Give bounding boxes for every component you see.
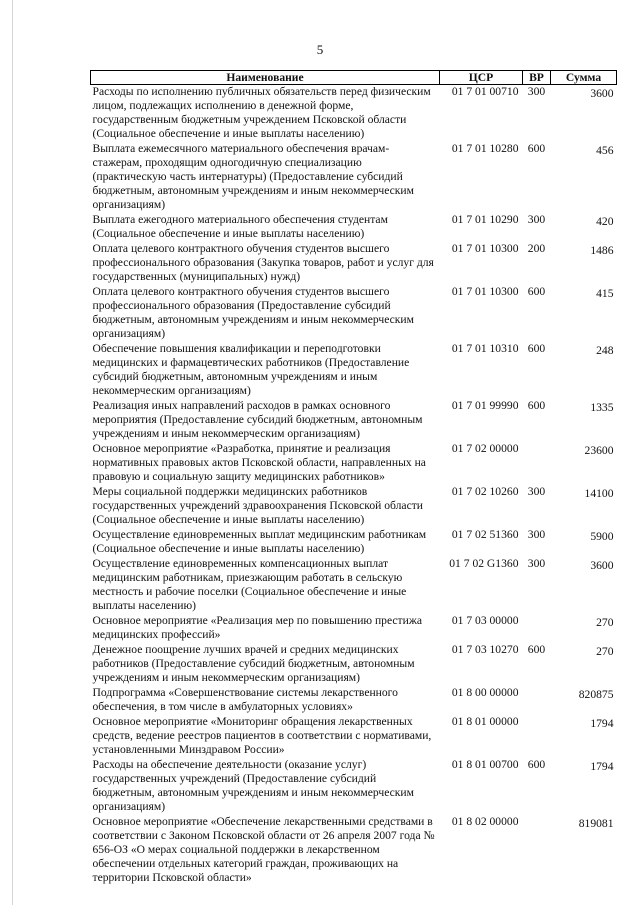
row-csr: 01 8 02 00000 (451, 815, 519, 828)
row-name: Обеспечение повышения квалификации и переподготовки медицинских и фармацевтических работников (Предоставление субсидий бюджетным, автономным учреждениям и иным некоммерческим организациям) (92, 342, 410, 397)
row-sum: 820875 (578, 688, 614, 701)
row-name: Денежное поощрение лучших врачей и средних медицинских работников (Предоставление субсидий бюджетным, автономным учреждениям и иным некоммерческим организациям) (92, 643, 415, 684)
row-sum: 3600 (590, 559, 614, 572)
row-csr: 01 7 03 00000 (451, 614, 519, 627)
row-name: Расходы по исполнению публичных обязательств перед физическим лицом, подлежащих исполнению в денежной форме, государственным бюджетным учреждением Псковской области (Социальное обеспечение и иные выплаты населению) (92, 85, 431, 140)
row-csr: 01 7 02 10260 (451, 485, 519, 498)
table-row (91, 442, 617, 485)
row-csr: 01 7 01 99990 (451, 399, 519, 412)
row-csr: 01 7 03 10270 (451, 643, 519, 656)
row-vr (523, 442, 551, 485)
row-csr: 01 7 02 00000 (451, 442, 519, 455)
table-row (91, 142, 617, 213)
row-csr: 01 7 02 51360 (451, 528, 519, 541)
row-csr: 01 8 01 00700 (451, 758, 519, 771)
table-row (91, 399, 617, 442)
budget-table (90, 70, 617, 886)
row-vr: 600 (527, 758, 546, 771)
table-row (91, 815, 617, 886)
row-name: Осуществление единовременных выплат медицинским работникам (Социальное обеспечение и иные выплаты населению) (92, 528, 427, 555)
row-sum: 819081 (578, 817, 614, 830)
row-csr: 01 7 01 00710 (451, 85, 519, 98)
row-name: Оплата целевого контрактного обучения студентов высшего профессионального образования (Закупка товаров, работ и услуг для государственных (муниципальных) нужд) (92, 242, 434, 283)
row-sum: 248 (596, 344, 614, 357)
row-csr: 01 7 01 10290 (451, 213, 519, 226)
row-vr (523, 715, 551, 758)
header-name: Наименование (91, 71, 440, 85)
row-vr: 600 (527, 643, 546, 656)
table-header-row (91, 71, 617, 85)
row-name: Основное мероприятие «Реализация мер по повышению престижа медицинских профессий» (92, 614, 422, 641)
row-sum: 456 (596, 144, 614, 157)
row-vr: 300 (527, 213, 546, 226)
row-name: Выплата ежегодного материального обеспечения студентам (Социальное обеспечение и иные выплаты населению) (92, 213, 388, 240)
row-csr: 01 7 02 G1360 (449, 557, 519, 570)
row-vr (523, 614, 551, 643)
table-row (91, 686, 617, 715)
table-row (91, 614, 617, 643)
table-row (91, 557, 617, 614)
row-vr: 300 (527, 528, 546, 541)
row-name: Подпрограмма «Совершенствование системы лекарственного обеспечения, в том числе в амбулаторных условиях» (92, 686, 398, 713)
table-row (91, 242, 617, 285)
row-sum: 420 (596, 215, 614, 228)
header-csr: ЦСР (440, 71, 523, 85)
row-name: Основное мероприятие «Обеспечение лекарственными средствами в соответствии с Законом Псковской области от 26 апреля 2007 года № 656-ОЗ «О мерах социальной поддержки в лекарственном обеспечении отдельных категорий граждан, проживающих на территории Псковской области» (92, 815, 435, 884)
table-row (91, 528, 617, 557)
row-vr: 200 (527, 242, 546, 255)
row-name: Основное мероприятие «Мониторинг обращения лекарственных средств, ведение реестров пациентов в соответствии с нормативами, установленными Минздравом России» (92, 715, 432, 756)
table-row (91, 85, 617, 143)
row-name: Выплата ежемесячного материального обеспечения врачам-стажерам, проходящим одногодичную специализацию (практическую часть интернатуры) (Предоставление субсидий бюджетным, автономным учреждениям и иным некоммерческим организациям) (92, 142, 414, 211)
table-row (91, 758, 617, 815)
row-sum: 1335 (590, 401, 614, 414)
row-csr: 01 8 01 00000 (451, 715, 519, 728)
table-row (91, 715, 617, 758)
row-name: Реализация иных направлений расходов в рамках основного мероприятия (Предоставление субсидий бюджетным, автономным учреждениям и иным некоммерческим организациям) (92, 399, 423, 440)
row-vr: 600 (527, 142, 546, 155)
row-sum: 1794 (590, 717, 614, 730)
row-sum: 415 (596, 287, 614, 300)
header-sum: Сумма (551, 71, 617, 85)
row-sum: 270 (596, 645, 614, 658)
row-vr: 600 (527, 342, 546, 355)
row-vr: 300 (527, 85, 546, 98)
row-csr: 01 7 01 10280 (451, 142, 519, 155)
header-vr: ВР (523, 71, 551, 85)
table-row (91, 213, 617, 242)
row-vr: 300 (527, 557, 546, 570)
row-csr: 01 7 01 10310 (451, 342, 519, 355)
row-name: Основное мероприятие «Разработка, принятие и реализация нормативных правовых актов Псковской области, направленных на правовую и социальную защиту медицинских работников» (92, 442, 426, 483)
row-vr: 600 (527, 399, 546, 412)
row-csr: 01 7 01 10300 (451, 242, 519, 255)
table-row (91, 285, 617, 342)
row-sum: 1486 (590, 244, 614, 257)
row-name: Осуществление единовременных компенсационных выплат медицинским работникам, приезжающим работать в сельскую местность и рабочие поселки (Социальное обеспечение и иные выплаты населению) (92, 557, 407, 612)
row-sum: 1794 (590, 760, 614, 773)
table-row (91, 485, 617, 528)
row-sum: 23600 (584, 444, 614, 457)
row-sum: 3600 (590, 87, 614, 100)
row-csr: 01 7 01 10300 (451, 285, 519, 298)
row-name: Оплата целевого контрактного обучения студентов высшего профессионального образования (Предоставление субсидий бюджетным, автономным учреждениям и иным некоммерческим организациям) (92, 285, 414, 340)
table-row (91, 342, 617, 399)
row-name: Меры социальной поддержки медицинских работников государственных учреждений здравоохранения Псковской области (Социальное обеспечение и иные выплаты населению) (92, 485, 423, 526)
row-vr: 300 (527, 485, 546, 498)
row-vr (523, 686, 551, 715)
page-edge-line (12, 0, 13, 905)
row-sum: 14100 (584, 487, 614, 500)
row-vr: 600 (527, 285, 546, 298)
row-csr: 01 8 00 00000 (451, 686, 519, 699)
row-sum: 5900 (590, 530, 614, 543)
row-sum: 270 (596, 616, 614, 629)
row-vr (523, 815, 551, 886)
row-name: Расходы на обеспечение деятельности (оказание услуг) государственных учреждений (Предоставление субсидий бюджетным, автономным учреждениям и иным некоммерческим организациям) (92, 758, 414, 813)
page-number: 5 (316, 42, 324, 57)
table-row (91, 643, 617, 686)
